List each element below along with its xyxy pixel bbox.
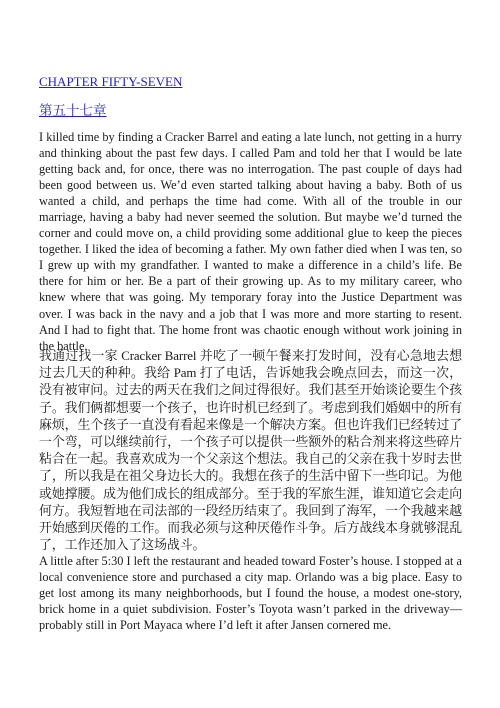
- paragraph-chinese-translation: 我通过找一家 Cracker Barrel 并吃了一顿午餐来打发时间，没有心急地去想过去几天的种种。我给 Pam 打了电话，告诉她我会晚点回去，而这一次，没有被审问。过去的两天在我们之间过得很好。我们甚至开始谈论要生个孩子。我们俩都想要一个孩子，也许时机已经到了。考虑到我们婚姻中的所有麻烦，生个孩子一直没有看起来像是一个解决方案。但也许我们已经转过了一个弯，可以继续前行，一个孩子可以提供一些额外的粘合剂来将这些碎片粘合在一起。我喜欢成为一个父亲这个想法。我自己的父亲在我十岁时去世了，所以我是在祖父身边长大的。我想在孩子的生活中留下一些印记。为他或她撑腰。成为他们成长的组成部分。至于我的军旅生涯，谁知道它会走向何方。我短暂地在司法部的一段经历结束了。我回到了海军，一个我越来越开始感到厌倦的工作。而我必须与这种厌倦作斗争。后方战线本身就够混乱了，工作还加入了这场战斗。: [39, 349, 462, 553]
- paragraph-english-1: I killed time by finding a Cracker Barrel and eating a late lunch, not getting in a hurry and thinking about the past few days. I called Pam and told her that I would be late getting back and, for once, there was no interrogation. The past couple of days had been good between us. We’d even started talking about having a baby. Both of us wanted a child, and perhaps the time had come. With all of the trouble in our marriage, having a baby had never seemed the solution. But maybe we’d turned the corner and could move on, a child providing some additional glue to keep the pieces together. I liked the idea of becoming a father. My own father died when I was ten, so I grew up with my grandfather. I wanted to make a difference in a child’s life. Be there for him or her. Be a part of their growing up. As to my military career, who knew where that was going. My temporary foray into the Justice Department was over. I was back in the navy and a job that I was more and more starting to resent. And I had to fight that. The home front was chaotic enough without work joining in the battle.: [39, 130, 462, 353]
- paragraph-english-2: A little after 5:30 I left the restaurant and headed toward Foster’s house. I stopped at a local convenience store and purchased a city map. Orlando was a big place. Easy to get lost among its many neighborhoods, but I found the house, a modest one-story, brick home in a quiet subdivision. Foster’s Toyota wasn’t parked in the driveway—probably still in Port Mayaca where I’d left it after Jansen cornered me.: [39, 554, 462, 633]
- chapter-title-link-chinese[interactable]: 第五十七章: [39, 103, 107, 118]
- chapter-title-link-english[interactable]: CHAPTER FIFTY-SEVEN: [39, 74, 183, 89]
